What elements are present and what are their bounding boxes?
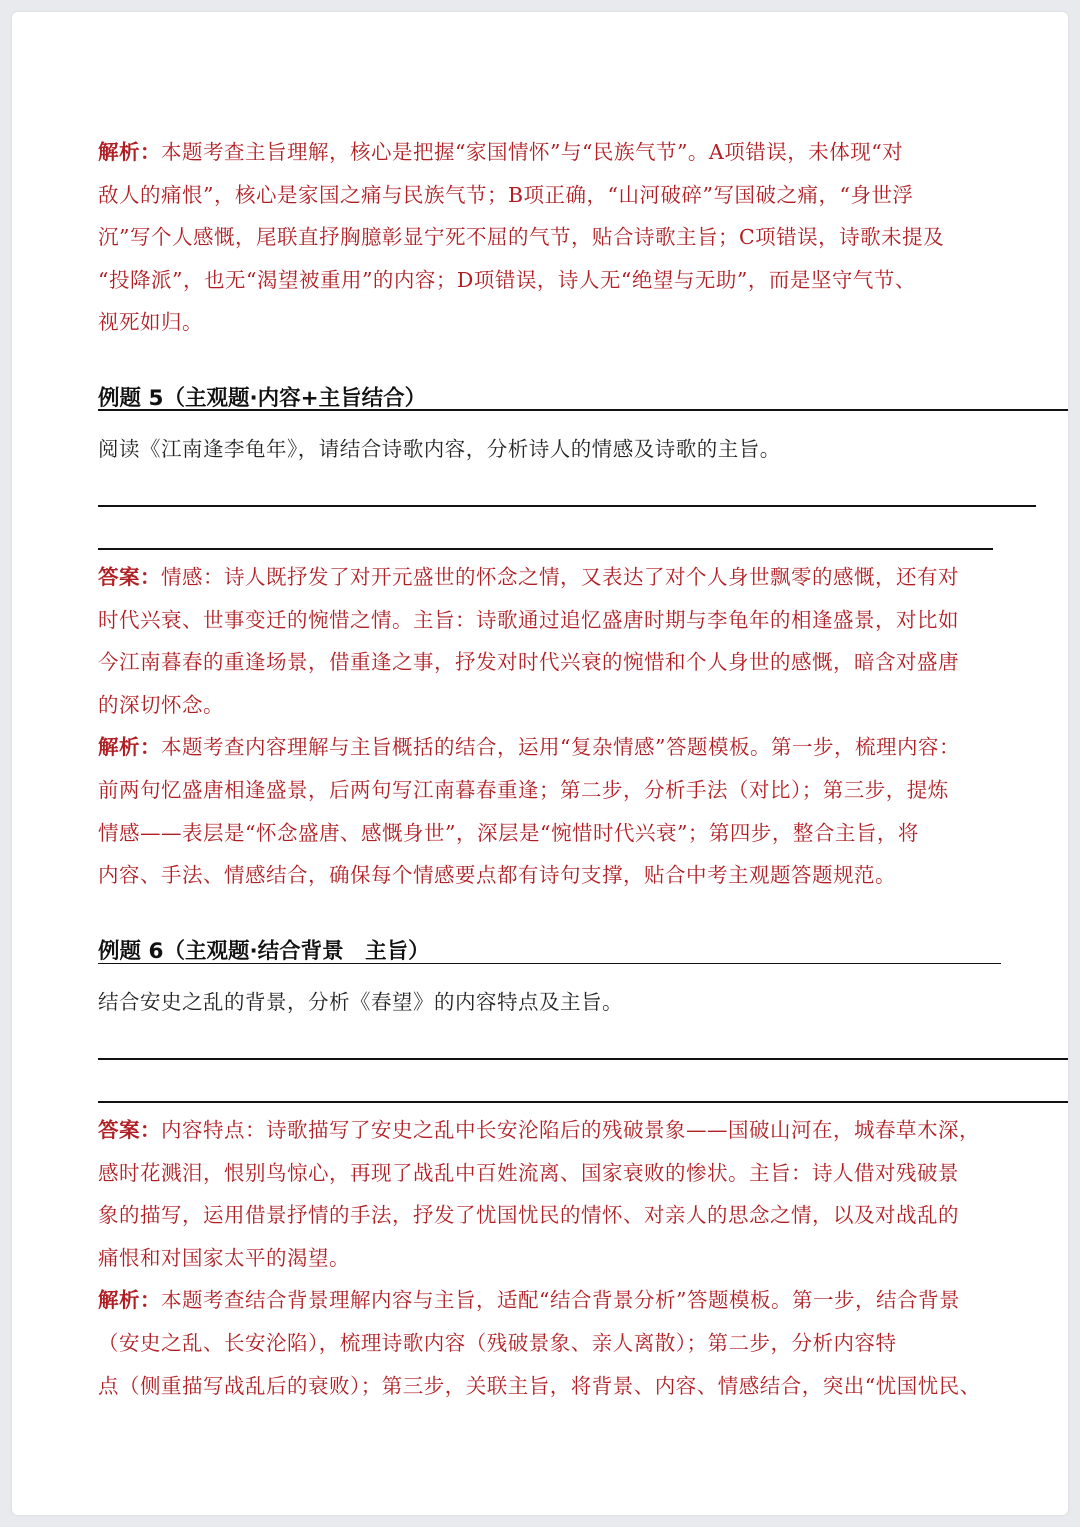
analysis-line: 解析：本题考查主旨理解，核心是把握“家国情怀”与“民族气节”。A项错误，未体现“对 bbox=[98, 140, 904, 164]
analysis-line: 沉”写个人感慨，尾联直抒胸臆彰显宁死不屈的气节，贴合诗歌主旨；C项错误，诗歌未提及 bbox=[98, 225, 945, 250]
heading-underline bbox=[98, 963, 1001, 964]
answer-line: 痛恨和对国家太平的渴望。 bbox=[98, 1245, 350, 1270]
analysis-top bbox=[98, 131, 944, 344]
answer-blank-line bbox=[98, 1101, 1068, 1103]
answer-line: 象的描写，运用借景抒情的手法，抒发了忧国忧民的情怀、对亲人的思念之情，以及对战乱的 bbox=[98, 1203, 959, 1228]
answer-line: 感时花溅泪，恨别鸟惊心，再现了战乱中百姓流离、国家衰败的惨状。主旨：诗人借对残破景 bbox=[98, 1160, 959, 1185]
answer-blank-line bbox=[98, 548, 993, 550]
analysis-line: 解析：本题考查内容理解与主旨概括的结合，运用“复杂情感”答题模板。第一步，梳理内容： bbox=[98, 735, 960, 760]
analysis-label: 解析： bbox=[98, 1288, 161, 1313]
example6-answer bbox=[98, 1109, 981, 1407]
analysis-line: 解析：本题考查结合背景理解内容与主旨，适配“结合背景分析”答题模板。第一步，结合背景 bbox=[98, 1288, 960, 1313]
example6-question: 结合安史之乱的背景，分析《春望》的内容特点及主旨。 bbox=[98, 990, 623, 1014]
example5-question: 阅读《江南逢李龟年》，请结合诗歌内容，分析诗人的情感及诗歌的主旨。 bbox=[98, 437, 781, 461]
answer-label: 答案： bbox=[98, 1118, 161, 1142]
example5-answer bbox=[98, 556, 960, 897]
analysis-line: 敌人的痛恨”，核心是家国之痛与民族气节；B项正确，“山河破碎”写国破之痛，“身世浮 bbox=[98, 182, 914, 207]
example6-heading: 例题 6（主观题·结合背景 主旨） bbox=[98, 939, 430, 964]
answer-line: 答案：情感：诗人既抒发了对开元盛世的怀念之情，又表达了对个人身世飘零的感慨，还有对 bbox=[98, 565, 959, 589]
analysis-label: 解析： bbox=[98, 140, 161, 164]
analysis-label: 解析： bbox=[98, 735, 161, 760]
document-page bbox=[12, 12, 1068, 1515]
answer-label: 答案： bbox=[98, 565, 161, 589]
answer-line: 的深切怀念。 bbox=[98, 692, 224, 717]
answer-line: 时代兴衰、世事变迁的惋惜之情。主旨：诗歌通过追忆盛唐时期与李龟年的相逢盛景，对比如 bbox=[98, 607, 959, 632]
analysis-line: （安史之乱、长安沦陷），梳理诗歌内容（残破景象、亲人离散）；第二步，分析内容特 bbox=[98, 1330, 897, 1355]
answer-blank-line bbox=[98, 505, 1036, 507]
analysis-line: 情感——表层是“怀念盛唐、感慨身世”，深层是“惋惜时代兴衰”；第四步，整合主旨，将 bbox=[98, 820, 919, 845]
answer-line: 答案：内容特点：诗歌描写了安史之乱中长安沦陷后的残破景象——国破山河在，城春草木深， bbox=[98, 1118, 980, 1142]
analysis-line: 前两句忆盛唐相逢盛景，后两句写江南暮春重逢；第二步，分析手法（对比）；第三步，提炼 bbox=[98, 777, 949, 802]
example5-heading: 例题 5（主观题·内容+主旨结合） bbox=[98, 386, 427, 411]
analysis-line: 视死如归。 bbox=[98, 310, 203, 335]
analysis-line: “投降派”，也无“渴望被重用”的内容；D项错误，诗人无“绝望与无助”，而是坚守气节、 bbox=[98, 267, 916, 292]
analysis-line: 点（侧重描写战乱后的衰败）；第三步，关联主旨，将背景、内容、情感结合，突出“忧国忧民、 bbox=[98, 1373, 981, 1398]
answer-blank-line bbox=[98, 1058, 1068, 1060]
heading-underline bbox=[98, 409, 1068, 411]
answer-line: 今江南暮春的重逢场景，借重逢之事，抒发对时代兴衰的惋惜和个人身世的感慨，暗含对盛唐 bbox=[98, 650, 959, 675]
analysis-line: 内容、手法、情感结合，确保每个情感要点都有诗句支撑，贴合中考主观题答题规范。 bbox=[98, 863, 896, 888]
